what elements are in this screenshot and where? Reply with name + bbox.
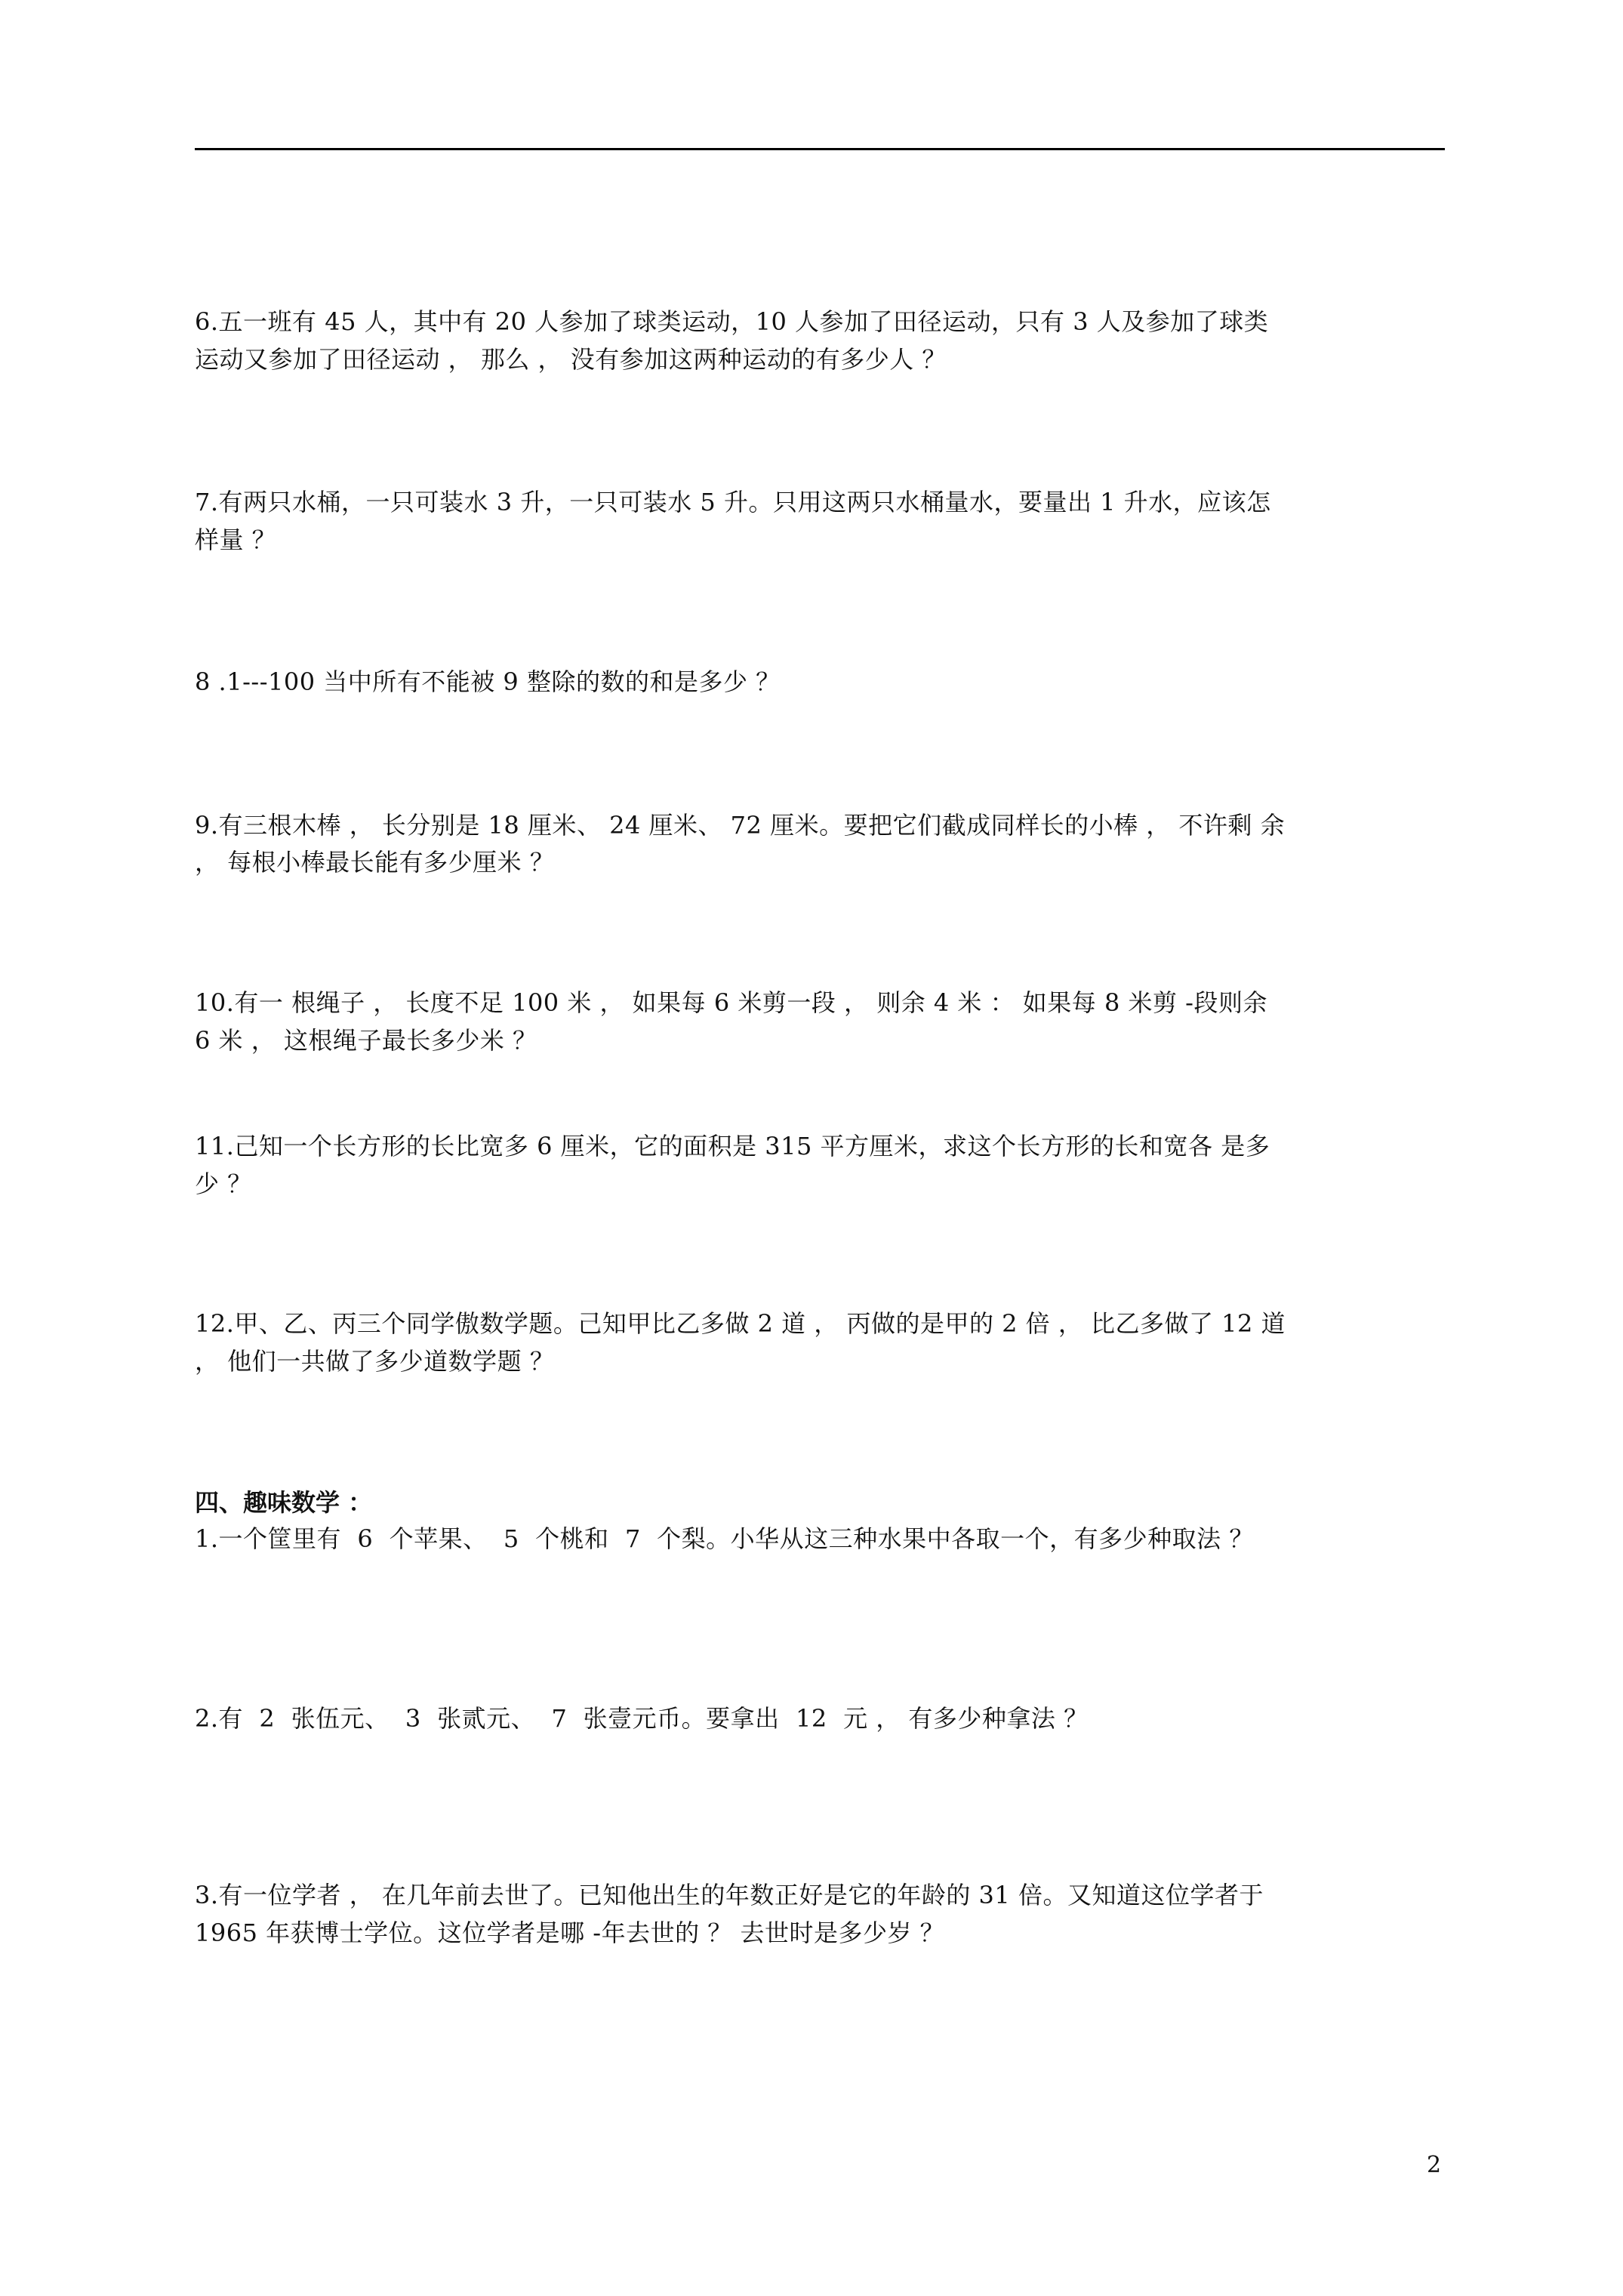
question-12-line-2: ， 他们一共做了多少道数学题 ？ xyxy=(195,1347,555,1376)
question-10-line-2: 6 米 ， 这根绳子最长多少米 ？ xyxy=(195,1026,537,1055)
question-11-line-1: 11.己知一个长方形的长比宽多 6 厘米，它的面积是 315 平方厘米，求这个长方形的长和宽各 是多 xyxy=(195,1132,1270,1160)
question-12-line-1: 12.甲、乙、丙三个同学傲数学题。己知甲比乙多做 2 道 ， 丙做的是甲的 2 倍 ， 比乙多做了 12 道 xyxy=(195,1309,1286,1338)
question-11-line-2: 少 ？ xyxy=(195,1170,252,1198)
section-heading: 四、趣味数学 ： xyxy=(195,1488,373,1517)
page-number: 2 xyxy=(1427,2152,1442,2178)
fun-question-2-line-1: 2.有 2 张伍元、 3 张贰元、 7 张壹元币。要拿出 12 元 ， 有多少种拿法 ？ xyxy=(195,1704,1089,1733)
question-9-line-1: 9.有三根木棒 ， 长分别是 18 厘米、 24 厘米、 72 厘米。要把它们截成同样长的小棒 ， 不许剩 余 xyxy=(195,811,1286,840)
question-7-line-2: 样量 ？ xyxy=(195,525,277,554)
question-8-line-1: 8 .1---100 当中所有不能被 9 整除的数的和是多少 ？ xyxy=(195,667,781,696)
question-6-line-2: 运动又参加了田径运动 ， 那么 ， 没有参加这两种运动的有多少人 ？ xyxy=(195,345,947,374)
question-10-line-1: 10.有一 根绳子 ， 长度不足 100 米 ， 如果每 6 米剪一段 ， 则余 4 米 ： 如果每 8 米剪 -段则余 xyxy=(195,988,1267,1017)
fun-question-1-line-1: 1.一个筐里有 6 个苹果、 5 个桃和 7 个梨。小华从这三种水果中各取一个，有多少种取法 ？ xyxy=(195,1524,1254,1553)
question-7-line-1: 7.有两只水桶，一只可装水 3 升，一只可装水 5 升。只用这两只水桶量水，要量出 1 升水，应该怎 xyxy=(195,488,1271,516)
fun-question-3-line-1: 3.有一位学者 ， 在几年前去世了。已知他出生的年数正好是它的年龄的 31 倍。又知道这位学者于 xyxy=(195,1881,1264,1909)
fun-question-3-line-2: 1965 年获博士学位。这位学者是哪 -年去世的 ？ 去世时是多少岁 ？ xyxy=(195,1918,945,1947)
question-6-line-1: 6.五一班有 45 人，其中有 20 人参加了球类运动，10 人参加了田径运动，只有 3 人及参加了球类 xyxy=(195,307,1269,336)
question-9-line-2: ， 每根小棒最长能有多少厘米 ？ xyxy=(195,848,555,877)
header-rule xyxy=(195,148,1445,150)
